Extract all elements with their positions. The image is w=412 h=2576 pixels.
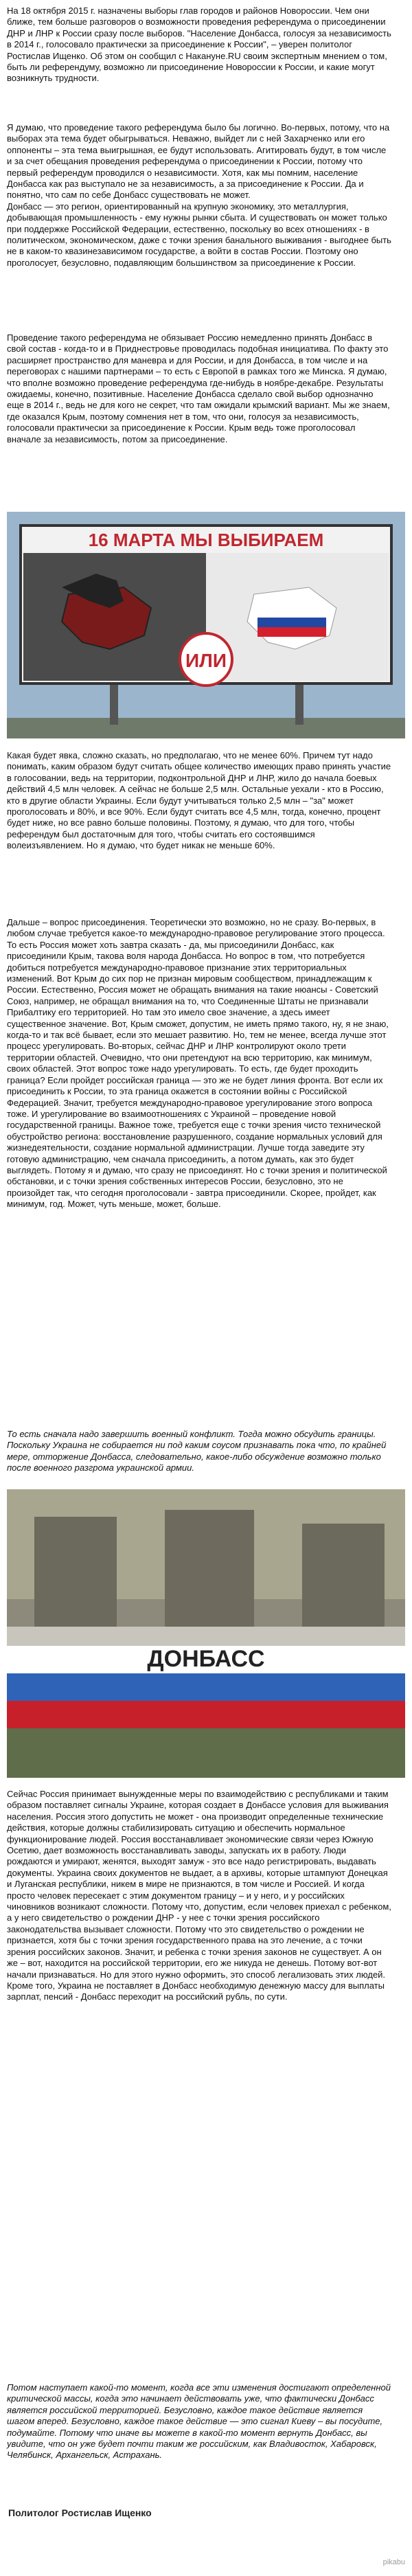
- annexation-text: Дальше – вопрос присоединения. Теоретически это возможно, но не сразу. Во-первых, в любом случае требуется какое-то международно-правовое регулирование этого процесса. То есть Россия может хоть завтра сказать - да, мы присоединили Донбасс, как присоединили Крым, таковa воля народа Донбасса. Но вопрос в том, что потребуется добиться потребуется международно-правовое признание этих территориальных изменений. Вот Крым до сих пор не признан мировым сообществом, принадлежащим к России. Естественно, Россия может не обращать внимания на такие нюансы - Советский Союз, например, не обращал внимания на то, что Соединенные Штаты не признавали Прибалтику его территорией. Но там это имело свое значение, а здесь имеет существенное значение. Вот, Крым сможет, допустим, не иметь прямо такого, ну, я не знаю, когда-то и так всё бывает, если это мешает развитию. Но, тем не менее, всегда лучше этот процесс урегулировать. Во-вторых, сейчас ДНР и ЛНР контролируют около трети территории областей. Очевидно, что они претендуют на всю территорию, как минимум, своих областей. Этот вопрос тоже надо урегулировать. То есть, где будет проходить граница? Если пройдет российская граница — это же не будет линия фронта. Вот если их присоединить к России, то эта граница окажется в состоянии войны с Российской Федерацией. Значит, требуется международно-правовое урегулирование этого вопроса тоже. И урегулирование во взаимоотношениях с Украиной – проведение новой государственной границы. Важное тоже, требуется еще с точки зрения чисто технической обустройство региона: восстановление разрушенного, создание нормальных условий для жизнедеятельности, создание нормальной администрации. Лучше тогда заведите эту готовую администрацию, чем сначала присоединить, а потом думать, как это будет выглядеть. Потому я и думаю, что сразу не присоединят. Но с точки зрения и политической обстановки, и с точки зрения собственных интересов России, безусловно, это не произойдет так, что сегодня проголосовали - завтра присоединили. Скорее, пройдет, как минимум, год. Может, чуть меньше, может, больше.: [7, 917, 391, 1210]
- billboard-headline: 16 МАРТА МЫ ВЫБИРАЕМ: [88, 530, 324, 550]
- donbass-wall-illustration: [7, 1489, 405, 1778]
- opinion-paragraph-1: [7, 122, 391, 269]
- turnout-paragraph: [7, 750, 391, 852]
- conclusion-paragraph: [7, 2382, 391, 2461]
- measures-paragraph: [7, 1789, 394, 2003]
- intro-paragraph: [7, 5, 394, 84]
- site-watermark: pikabu: [382, 2558, 405, 2566]
- opinion-text-1: Я думаю, что проведение такого референдума было бы логично. Во-первых, потому, что на выборах эта тема будет обыгрываться. Неважно, выйдет ли с ней Захарченко или его оппоненты – эта тема выигрышная, ее будут использовать. Агитировать будут, в том числе и за счет обещания проведения референдума о присоединении к России, потому что первый референдум проводился о независимости. Хотя, как мы помним, население Донбасса как раз выступало не за независимость, а за присоединение к России. Да и понятно, что сам по себе Донбасс существовать не может. Донбасс — это регион, ориентированный на крупную экономику, это металлургия, добывающая промышленность - ему нужны рынки сбыта. И существовать он может только при поддержке Российской Федерации, естественно, поскольку во всех отношениях - в политическом, экономическом, даже с точки зрения банального выживания - выгоднее быть не в каком-то квазинезависимом государстве, а войти в состав России. Поэтому оно проголосует, безусловно, подавляющим большинством за присоединение к России.: [7, 122, 391, 268]
- measures-text: Сейчас Россия принимает вынужденные меры по взаимодействию с республиками и таким образом поставляет сигналы Украине, которая создает в Донбассе условия для выживания населения. Россия этого допустить не может - она производит определенные технические действия, которые должны стабилизировать ситуацию и обеспечить нормальное функционирование людей. Россия восстанавливает экономические связи через Южную Осетию, дает возможность восстанавливать заводы, запускать их в работу. Люди рождаются и умирают, женятся, выходят замуж - это все надо регистрировать, выдавать документы. Украина своих документов не выдает, а в архивы, которые штампуют Донецкая и Луганская республики, никем в мире не признаются, в том числе и Россией. И когда просто человек пересекает с этим документом границу – и у него, и у российских чиновников возникают сложности. Потому что, допустим, если человек приехал с ребенком, а у него свидетельство о рождении ДНР - у нее с точки зрения российского законодательства вызывает сложности. Потому что это свидетельство о рождении не признается, хотя бы с точки зрения государственного права на это лечение, а с точки зрения российских законов. Значит, и ребенка с точки зрения законов не существует. А он же – вот, находится на российской территории, его же никуда не денешь. Потому вот-вот начали признаваться. Но для этого нужно оформить, это способ легализовать этих людей. Кроме того, Украина не поставляет в Донбасс необходимую денежную массу для выплаты зарплат, пенсий - Донбасс переходит на российский рубль, по сути.: [7, 1789, 394, 2002]
- billboard-choice-word: ИЛИ: [185, 650, 227, 671]
- opinion-paragraph-2: [7, 332, 391, 445]
- intro-text: На 18 октября 2015 г. назначены выборы глав городов и районов Новороссии. Чем они ближе, тем больше разговоров о возможности проведения референдума о присоединении ДНР и ЛНР к России сразу после выборов. "Население Донбасса, голосуя за независимость в 2014 г., голосовало практически за присоединение к России", – уверен политолог Ростислав Ищенко. Об этом он сообщил с Накануне.RU своим экспертным мнением о том, быть ли референдуму, возможно ли присоединение Новороссии к России, и какие могут возникнуть трудности.: [7, 5, 394, 84]
- conflict-text: То есть сначала надо завершить военный конфликт. Тогда можно обсудить границы. Поскольку Украина не собирается ни под каким соусом признавать пока что, по крайней мере, отторжение Донбасса, следовательно, какое-либо обсуждение возможно только после военного разгрома украинской армии.: [7, 1429, 389, 1473]
- turnout-text: Какая будет явка, сложно сказать, но предполагаю, что не менее 60%. Причем тут надо понимать, каким образом будут считать общее количество имеющих право принять участие в голосовании, ведь на территории, подконтрольной ДНР и ЛНР, жило до начала боевых действий 4,5 млн человек. А сейчас не больше 2,5 млн. Остальные уехали - кто в Россию, кто в другие области Украины. Если будут учитываться только 2,5 млн – "за" может проголосовать и 80%, и все 90%. Если будут считать все 4,5 млн, тогда, конечно, процент будет ниже, но все равно больше половины. Поэтому, я думаю, что для того, чтобы референдум был достаточным для того, чтобы считать его состоявшимся волеизъявлением. Но я думаю, что будет никак не меньше 60%.: [7, 750, 393, 851]
- conflict-paragraph: [7, 1429, 391, 1474]
- annexation-paragraph: [7, 917, 391, 1210]
- wall-lettering: ДОНБАСС: [147, 1646, 265, 1672]
- opinion-text-2: Проведение такого референдума не обязывает Россию немедленно принять Донбасс в свой состав - когда-то и в Приднестровье проводилась подобная инициатива. По факту это расширяет пространство для маневра и для России, и для Донбасса, в том числе и на переговорах с нашими партнерами – то есть с Европой в рамках того же Минска. Я думаю, что вполне возможно проведение референдума где-нибудь в ноябре-декабре. Результаты ожидаемы, конечно, позитивные. Население Донбасса сделало свой выбор однозначно еще в 2014 г., ведь не для кого не секрет, что там ожидали крымский вариант. Мы же знаем, где оказался Крым, поэтому сомнения нет в том, что они, голосуя за независимость, голосовали практически за присоединение к России. Крым ведь тоже проголосовал вначале за независимость, потом за присоединение.: [7, 332, 393, 444]
- conclusion-text: Потом наступает какой-то момент, когда все эти изменения достигают определенной критической массы, когда это начинает действовать уже, что фактически Донбасс является российской территорией. Безусловно, каждое такое действие является шагом вперед. Безусловно, каждое такое действие — это сигнал Киеву – вы посудите, подумайте. Потому что иначе вы можете в какой-то момент вернуть Донбасс, вы увидите, что он уже будет почти таким же российским, как Владивосток, Хабаровск, Челябинск, Архангельск, Астрахань.: [7, 2382, 393, 2461]
- author-signature: Политолог Ростислав Ищенко: [8, 2507, 152, 2518]
- billboard-illustration: [7, 512, 405, 738]
- billboard-photo: [7, 512, 405, 738]
- donbass-wall-photo: [7, 1489, 405, 1778]
